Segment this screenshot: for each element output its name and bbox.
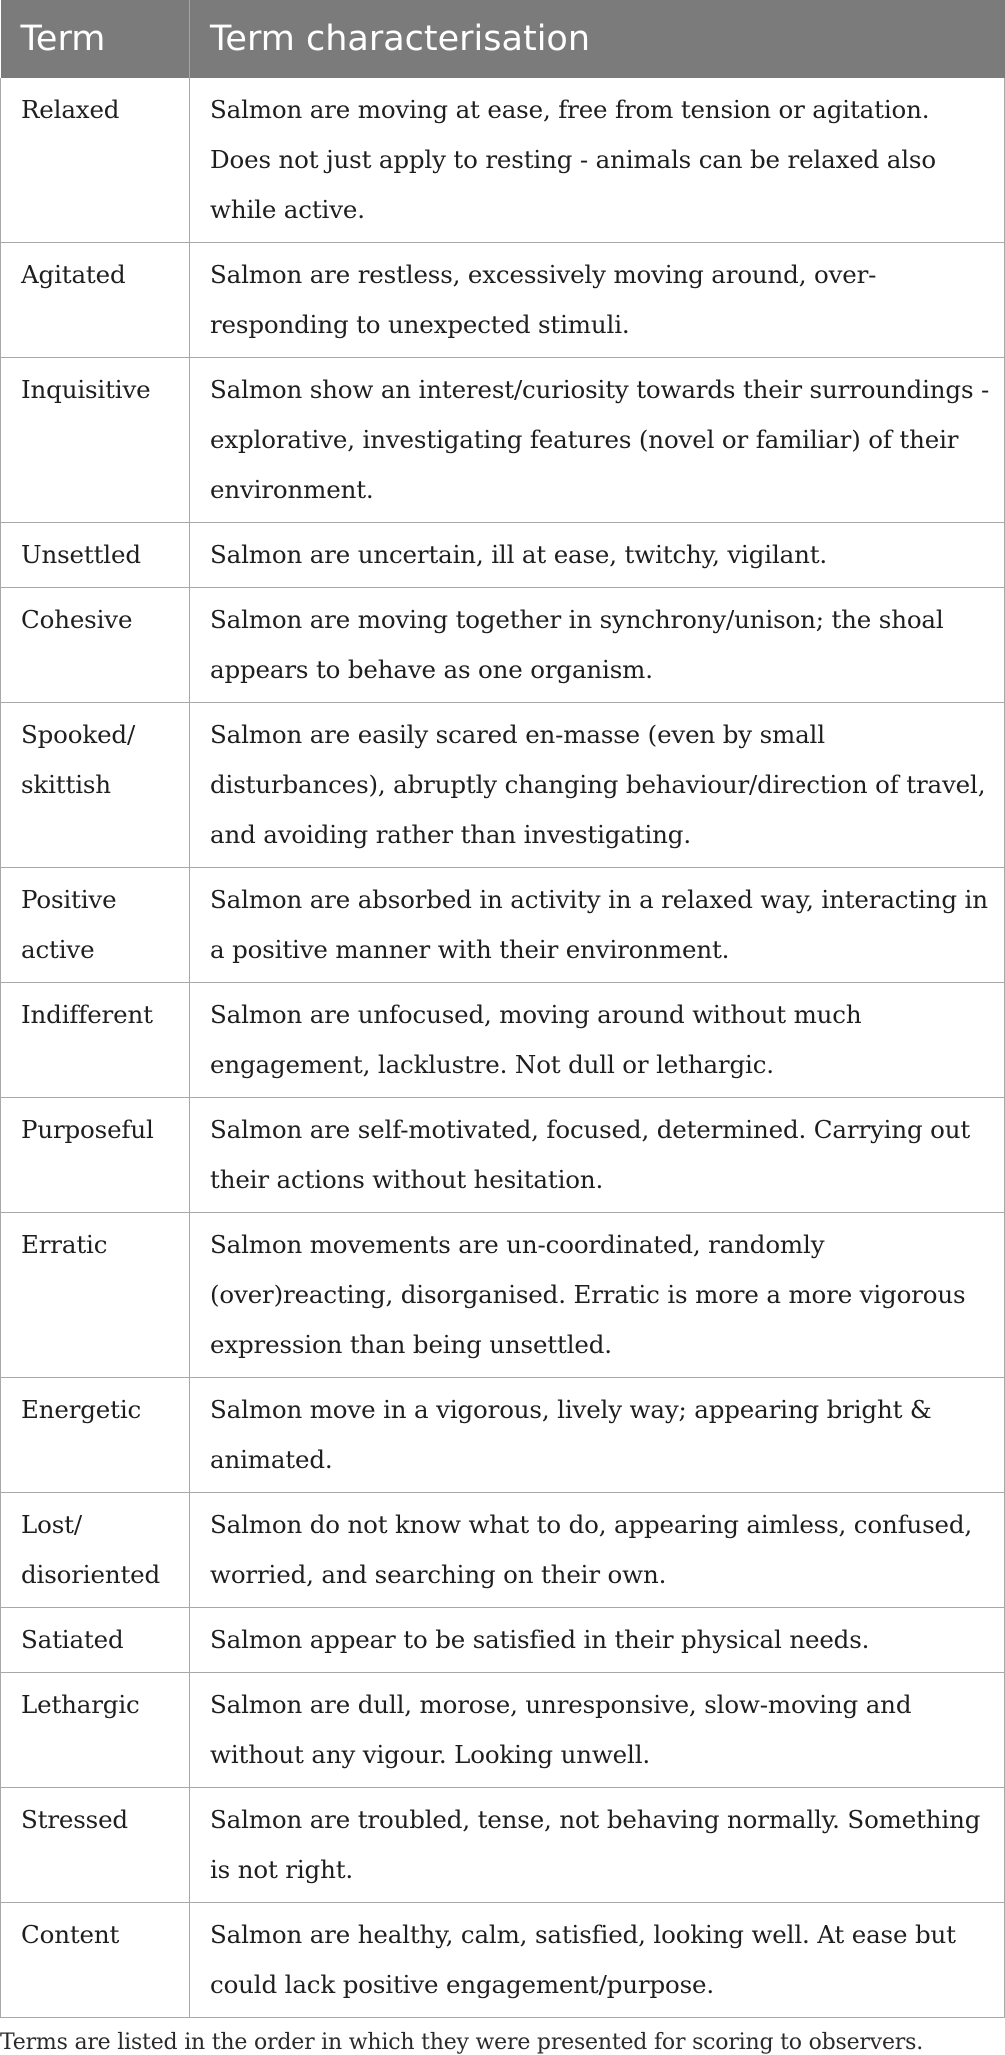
term-cell: Stressed <box>1 1788 190 1903</box>
characterisation-cell: Salmon are unfocused, moving around without much engagement, lacklustre. Not dull or lethargic. <box>190 983 1005 1098</box>
characterisation-cell: Salmon are moving together in synchrony/unison; the shoal appears to behave as one organism. <box>190 588 1005 703</box>
term-cell: Spooked/ skittish <box>1 703 190 868</box>
table-row <box>1 358 1005 523</box>
table-row <box>1 78 1005 243</box>
table-row <box>1 1608 1005 1673</box>
table-row <box>1 703 1005 868</box>
characterisation-cell: Salmon are healthy, calm, satisfied, looking well. At ease but could lack positive engagement/purpose. <box>190 1903 1005 2018</box>
characterisation-cell: Salmon do not know what to do, appearing aimless, confused, worried, and searching on their own. <box>190 1493 1005 1608</box>
characterisation-cell: Salmon are moving at ease, free from tension or agitation. Does not just apply to resting - animals can be relaxed also while active. <box>190 78 1005 243</box>
term-cell: Lost/ disoriented <box>1 1493 190 1608</box>
table-footnote: Terms are listed in the order in which they were presented for scoring to observers. <box>0 2030 924 2055</box>
characterisation-cell: Salmon are easily scared en-masse (even by small disturbances), abruptly changing behaviour/direction of travel, and avoiding rather than investigating. <box>190 703 1005 868</box>
table-row <box>1 243 1005 358</box>
table-row <box>1 1788 1005 1903</box>
characterisation-cell: Salmon are dull, morose, unresponsive, slow-moving and without any vigour. Looking unwell. <box>190 1673 1005 1788</box>
table-row <box>1 1493 1005 1608</box>
table-row <box>1 1213 1005 1378</box>
table-row <box>1 1378 1005 1493</box>
term-cell: Positive active <box>1 868 190 983</box>
characterisation-cell: Salmon show an interest/curiosity towards their surroundings - explorative, investigating features (novel or familiar) of their environment. <box>190 358 1005 523</box>
term-cell: Satiated <box>1 1608 190 1673</box>
term-cell: Content <box>1 1903 190 2018</box>
term-cell: Purposeful <box>1 1098 190 1213</box>
characterisation-cell: Salmon are troubled, tense, not behaving normally. Something is not right. <box>190 1788 1005 1903</box>
table-row <box>1 588 1005 703</box>
characterisation-cell: Salmon are absorbed in activity in a relaxed way, interacting in a positive manner with their environment. <box>190 868 1005 983</box>
characterisation-cell: Salmon appear to be satisfied in their physical needs. <box>190 1608 1005 1673</box>
term-cell: Erratic <box>1 1213 190 1378</box>
header-term: Term <box>1 0 190 78</box>
term-cell: Unsettled <box>1 523 190 588</box>
characterisation-cell: Salmon are restless, excessively moving around, over-responding to unexpected stimuli. <box>190 243 1005 358</box>
term-cell: Relaxed <box>1 78 190 243</box>
table-row <box>1 983 1005 1098</box>
term-cell: Cohesive <box>1 588 190 703</box>
term-cell: Inquisitive <box>1 358 190 523</box>
header-characterisation: Term characterisation <box>190 0 1005 78</box>
table-row <box>1 1903 1005 2018</box>
term-cell: Agitated <box>1 243 190 358</box>
table-row <box>1 1098 1005 1213</box>
term-cell: Energetic <box>1 1378 190 1493</box>
table-row <box>1 523 1005 588</box>
characterisation-cell: Salmon are uncertain, ill at ease, twitchy, vigilant. <box>190 523 1005 588</box>
header-row <box>1 0 1005 78</box>
table-body <box>1 78 1005 2018</box>
characterisation-cell: Salmon movements are un-coordinated, randomly (over)reacting, disorganised. Erratic is more a more vigorous expression than being unsettled. <box>190 1213 1005 1378</box>
term-cell: Lethargic <box>1 1673 190 1788</box>
term-cell: Indifferent <box>1 983 190 1098</box>
table-header <box>1 0 1005 78</box>
characterisation-cell: Salmon are self-motivated, focused, determined. Carrying out their actions without hesitation. <box>190 1098 1005 1213</box>
characterisation-cell: Salmon move in a vigorous, lively way; appearing bright & animated. <box>190 1378 1005 1493</box>
table-row <box>1 868 1005 983</box>
table-row <box>1 1673 1005 1788</box>
